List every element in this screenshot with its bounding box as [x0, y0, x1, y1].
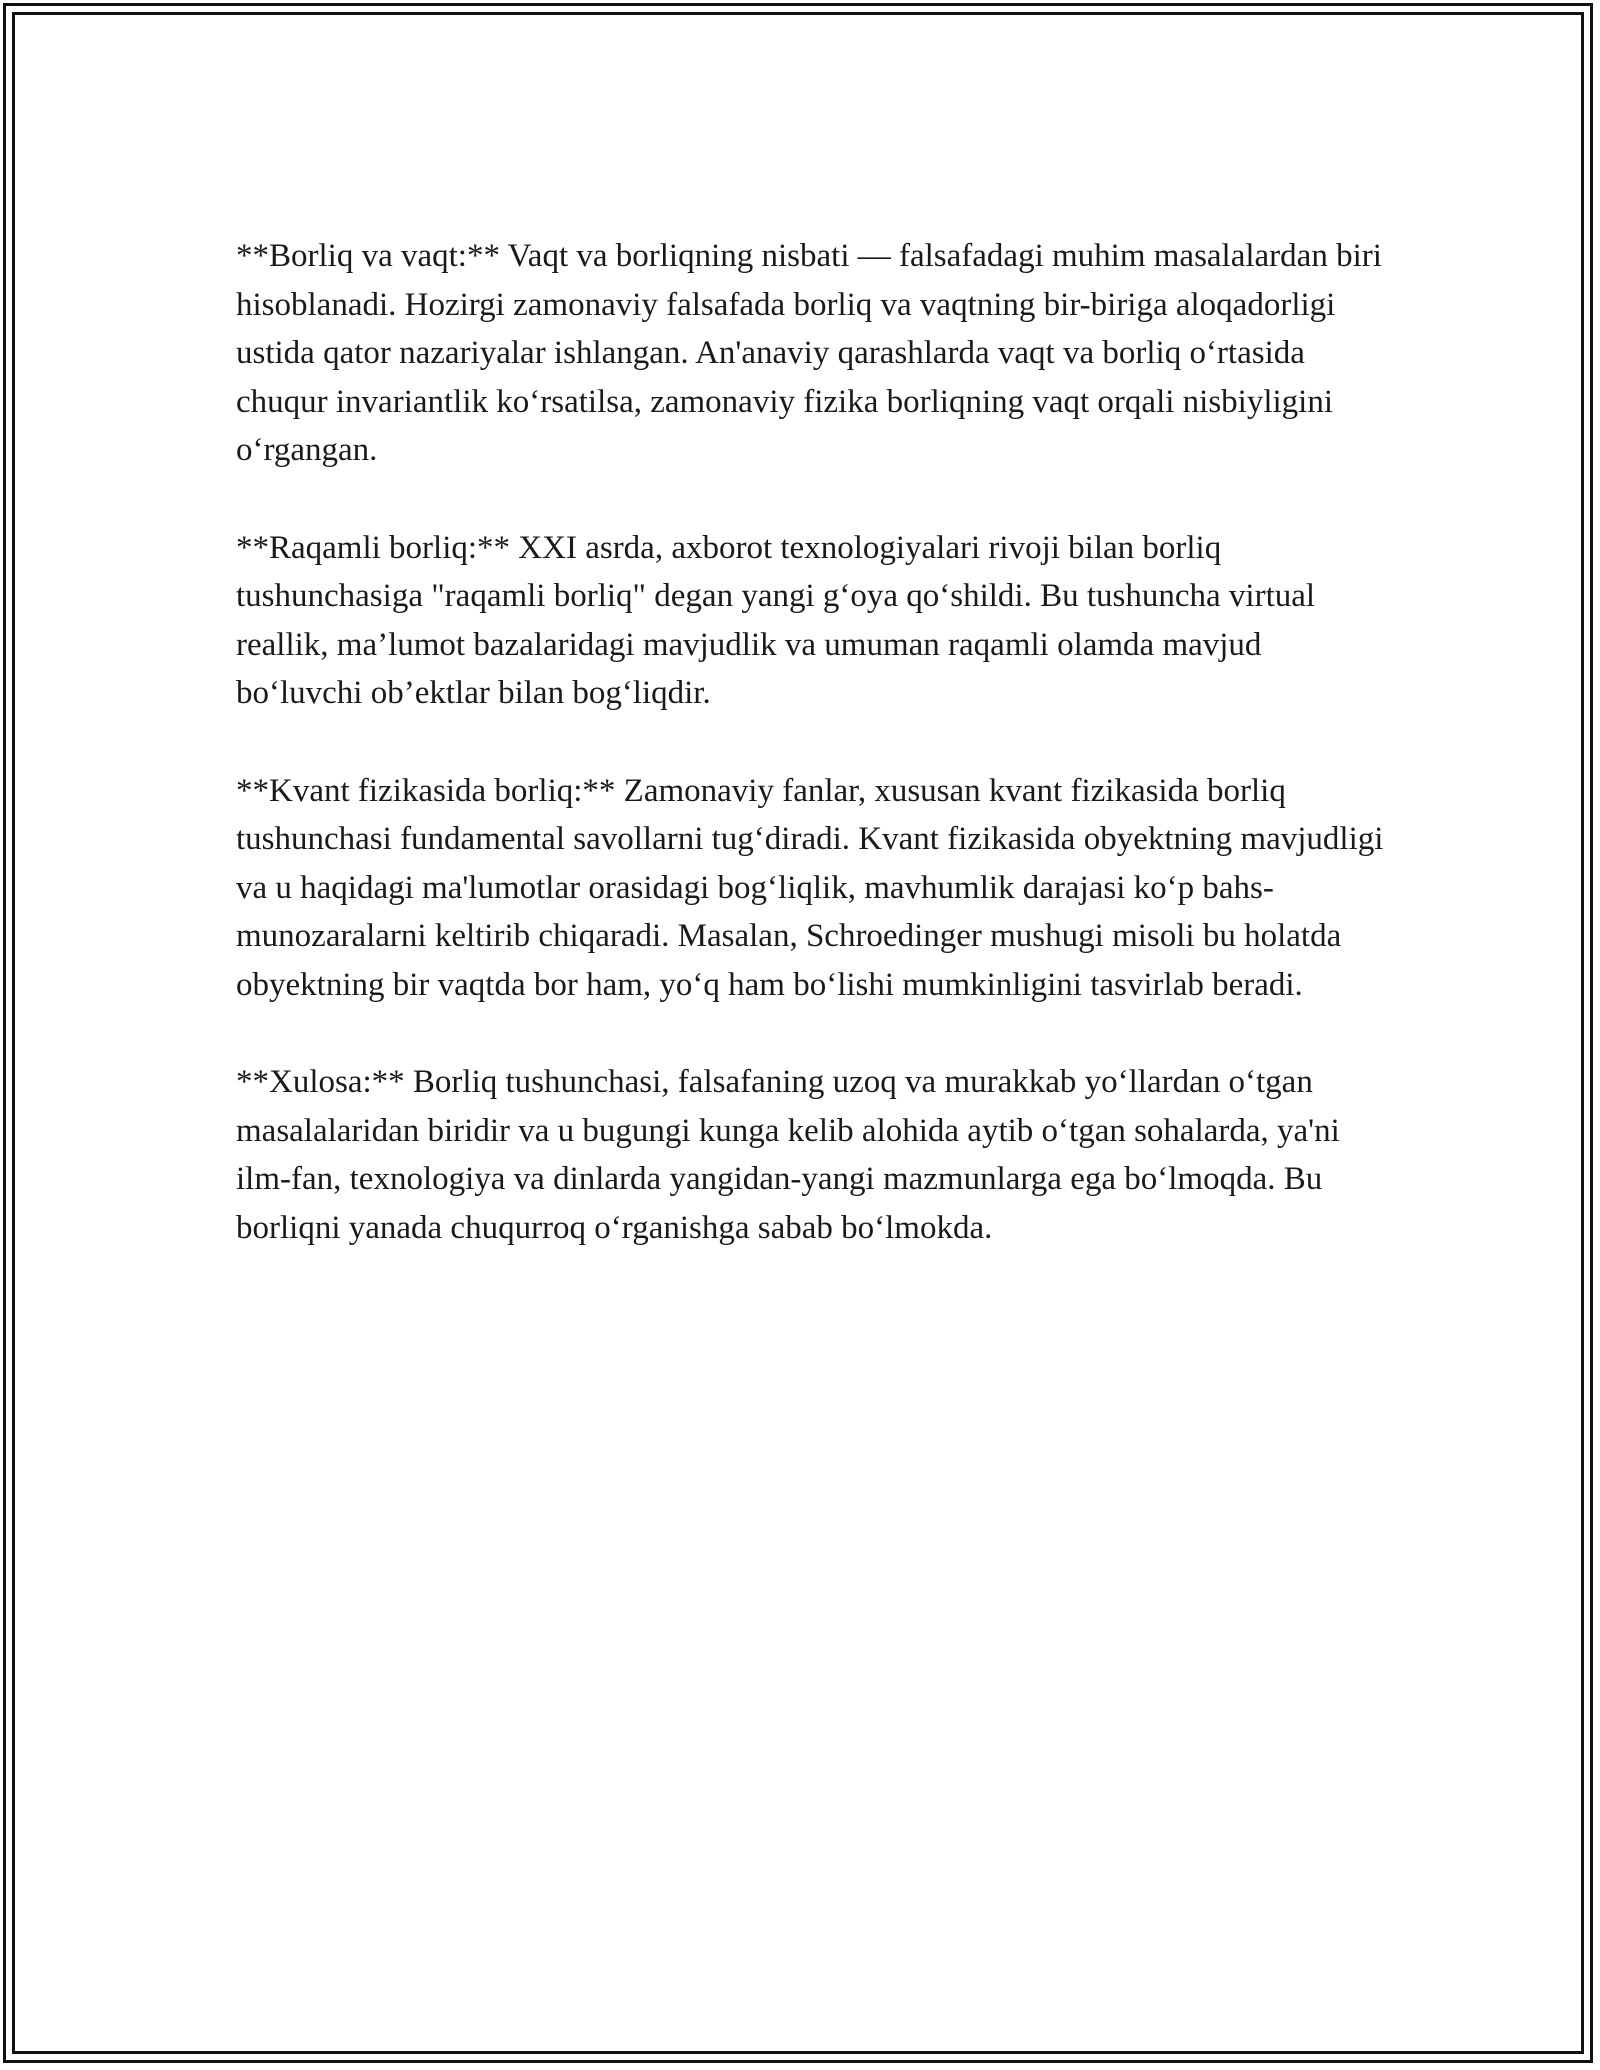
paragraph-borliq-va-vaqt: **Borliq va vaqt:** Vaqt va borliqning nisbati — falsafadagi muhim masalalardan biri hisoblanadi. Hozirgi zamonaviy falsafada borliq va vaqtning bir-biriga aloqadorligi ustida qator nazariyalar ishlangan. An'anaviy qarashlarda vaqt va borliq oʻrtasida chuqur invariantlik koʻrsatilsa, zamonaviy fizika borliqning vaqt orqali nisbiyligini oʻrgangan.: [236, 238, 1382, 468]
paragraph-raqamli-borliq: **Raqamli borliq:** XXI asrda, axborot texnologiyalari rivoji bilan borliq tushunchasiga "raqamli borliq" degan yangi gʻoya qoʻshildi. Bu tushuncha virtual reallik, ma’lumot bazalaridagi mavjudlik va umuman raqamli olamda mavjud boʻluvchi ob’ektlar bilan bogʻliqdir.: [236, 529, 1316, 711]
paragraph-xulosa: **Xulosa:** Borliq tushunchasi, falsafaning uzoq va murakkab yoʻllardan oʻtgan masalalaridan biridir va u bugungi kunga kelib alohida aytib oʻtgan sohalarda, ya'ni ilm-fan, texnologiya va dinlarda yangidan-yangi mazmunlarga ega boʻlmoqda. Bu borliqni yanada chuqurroq oʻrganishga sabab boʻlmokda.: [236, 1064, 1340, 1246]
paragraph-kvant-fizikasida-borliq: **Kvant fizikasida borliq:** Zamonaviy fanlar, xususan kvant fizikasida borliq tushunchasi fundamental savollarni tugʻdiradi. Kvant fizikasida obyektning mavjudligi va u haqidagi ma'lumotlar orasidagi bogʻliqlik, mavhumlik darajasi koʻp bahs-munozaralarni keltirib chiqaradi. Masalan, Schroedinger mushugi misoli bu holatda obyektning bir vaqtda bor ham, yoʻq ham boʻlishi mumkinligini tasvirlab beradi.: [236, 772, 1384, 1003]
document-body: [236, 232, 1396, 1301]
